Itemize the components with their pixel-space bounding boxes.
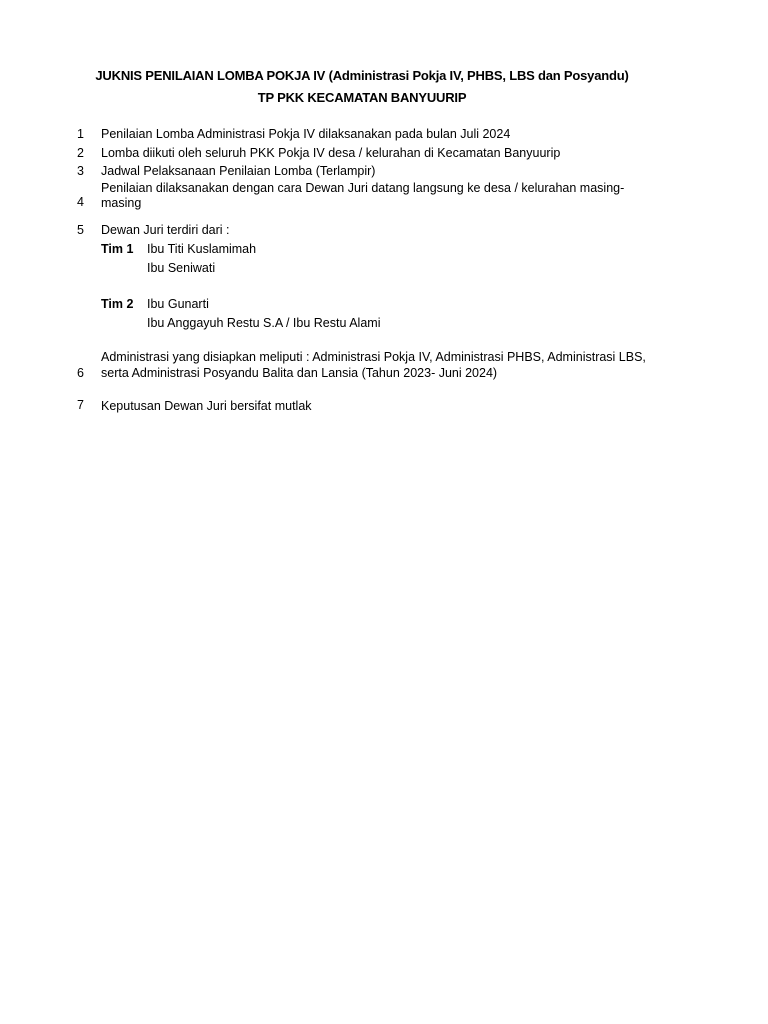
team-label: Tim 1 [101, 242, 134, 256]
item-text: Keputusan Dewan Juri bersifat mutlak [101, 399, 312, 413]
team-member: Ibu Seniwati [147, 261, 216, 275]
item-number: 1 [77, 127, 84, 141]
item-text-line1: Administrasi yang disiapkan meliputi : Administrasi Pokja IV, Administrasi PHBS, Administrasi LBS, [101, 350, 646, 364]
item-number: 6 [77, 366, 84, 380]
item-text: Lomba diikuti oleh seluruh PKK Pokja IV desa / kelurahan di Kecamatan Banyuurip [101, 146, 561, 160]
team-label: Tim 2 [101, 297, 134, 311]
team-member: Ibu Titi Kuslamimah [147, 242, 257, 256]
item-text: Jadwal Pelaksanaan Penilaian Lomba (Terlampir) [101, 164, 376, 178]
item-text: Dewan Juri terdiri dari : [101, 223, 230, 237]
item-number: 5 [77, 223, 84, 237]
item-text-line1: Penilaian dilaksanakan dengan cara Dewan Juri datang langsung ke desa / kelurahan masing- [101, 181, 625, 195]
item-number: 4 [77, 195, 84, 209]
document-title: JUKNIS PENILAIAN LOMBA POKJA IV (Administrasi Pokja IV, PHBS, LBS dan Posyandu) [95, 68, 629, 83]
item-number: 3 [77, 164, 84, 178]
document-subtitle: TP PKK KECAMATAN BANYUURIP [257, 90, 467, 105]
item-number: 7 [77, 398, 84, 412]
item-text-line2: serta Administrasi Posyandu Balita dan Lansia (Tahun 2023- Juni 2024) [101, 366, 498, 380]
item-text: Penilaian Lomba Administrasi Pokja IV dilaksanakan pada bulan Juli 2024 [101, 127, 511, 141]
item-number: 2 [77, 146, 84, 160]
item-text-line2: masing [101, 196, 142, 210]
team-member: Ibu Gunarti [147, 297, 209, 311]
team-member: Ibu Anggayuh Restu S.A / Ibu Restu Alami [147, 316, 381, 330]
